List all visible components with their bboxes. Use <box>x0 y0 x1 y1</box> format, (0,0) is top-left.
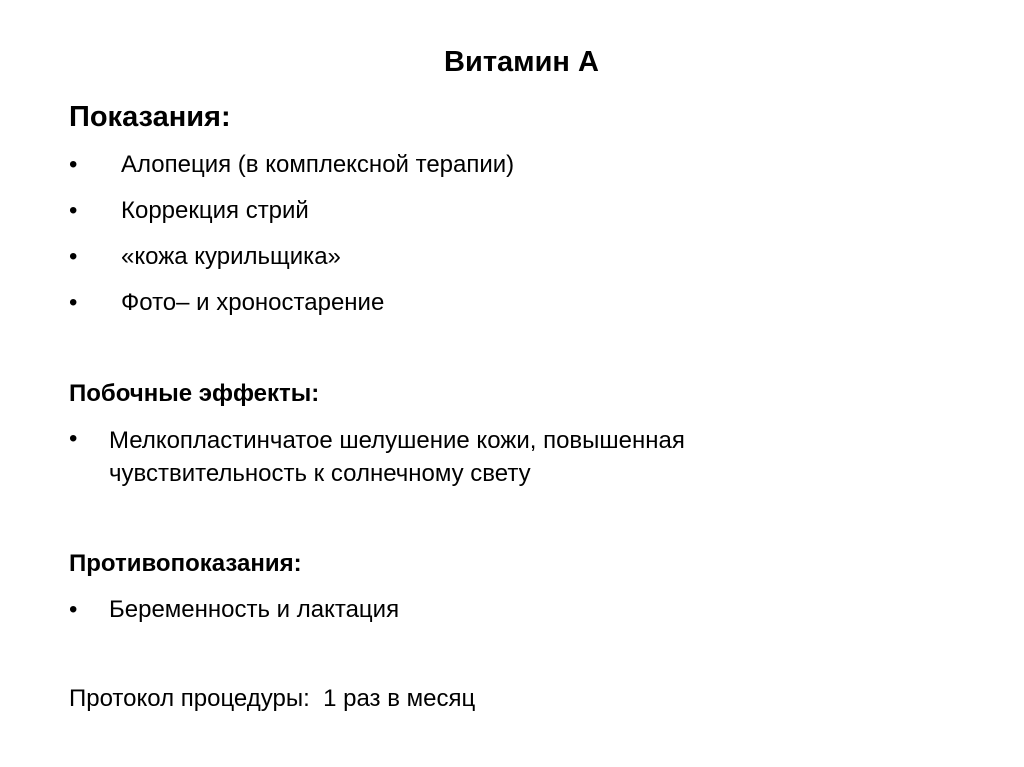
indications-item-text: Коррекция стрий <box>121 197 309 224</box>
slide-title: Витамин А <box>444 46 599 78</box>
side-effects-item-text: Мелкопластинчатое шелушение кожи, повышенная чувствительность к солнечному свету <box>109 427 685 487</box>
protocol-text: Протокол процедуры: 1 раз в месяц <box>69 685 476 712</box>
contraindications-item-text: Беременность и лактация <box>109 596 400 623</box>
bullet-icon: • <box>69 596 78 623</box>
indications-item-text: Алопеция (в комплексной терапии) <box>121 151 515 178</box>
indications-item-text: «кожа курильщика» <box>121 243 341 270</box>
contraindications-heading: Противопоказания: <box>69 550 302 577</box>
bullet-icon: • <box>69 425 78 452</box>
bullet-icon: • <box>69 197 78 224</box>
bullet-icon: • <box>69 243 78 270</box>
indications-item-text: Фото– и хроностарение <box>121 289 385 316</box>
indications-heading: Показания: <box>69 101 231 133</box>
bullet-icon: • <box>69 289 78 316</box>
side-effects-heading: Побочные эффекты: <box>69 380 320 407</box>
bullet-icon: • <box>69 151 78 178</box>
